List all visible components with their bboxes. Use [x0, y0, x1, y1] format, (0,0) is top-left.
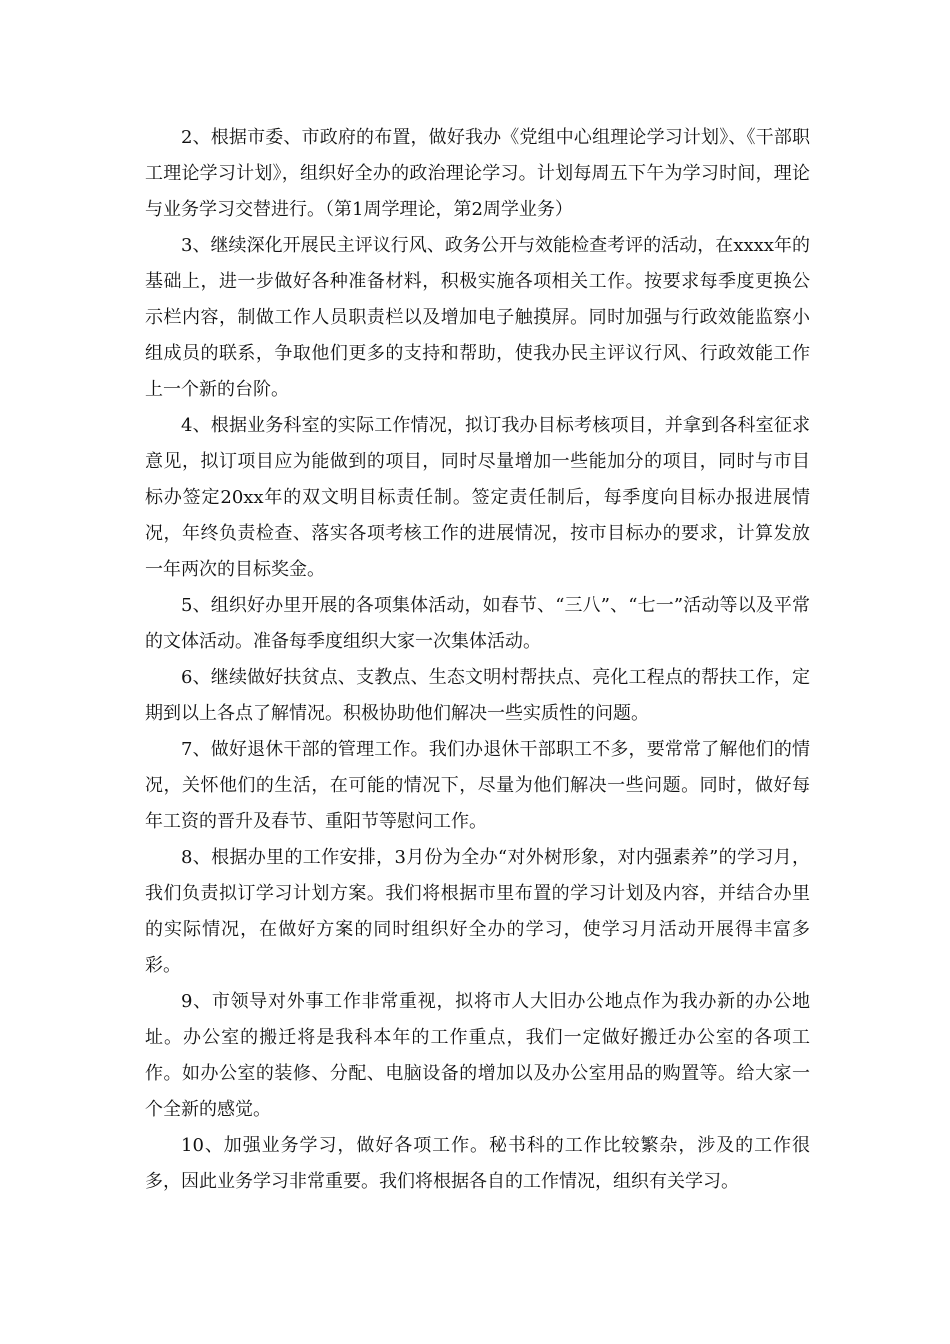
paragraph-item-6: 6、继续做好扶贫点、支教点、生态文明村帮扶点、亮化工程点的帮扶工作，定期到以上各点了解情况。积极协助他们解决一些实质性的问题。	[145, 667, 810, 724]
paragraph-item-7: 7、做好退休干部的管理工作。我们办退休干部职工不多，要常常了解他们的情况，关怀他们的生活，在可能的情况下，尽量为他们解决一些问题。同时，做好每年工资的晋升及春节、重阳节等慰问工作。	[145, 739, 810, 832]
paragraph-item-10: 10、加强业务学习，做好各项工作。秘书科的工作比较繁杂，涉及的工作很多，因此业务学习非常重要。我们将根据各自的工作情况，组织有关学习。	[145, 1135, 810, 1192]
paragraph-item-2: 2、根据市委、市政府的布置，做好我办《党组中心组理论学习计划》、《干部职工理论学习计划》，组织好全办的政治理论学习。计划每周五下午为学习时间，理论与业务学习交替进行。（第1周学理论，第2周学业务）	[145, 127, 810, 220]
document-body	[145, 120, 810, 1200]
paragraph-item-3: 3、继续深化开展民主评议行风、政务公开与效能检查考评的活动，在xxxx年的基础上，进一步做好各种准备材料，积极实施各项相关工作。按要求每季度更换公示栏内容，制做工作人员职责栏以及增加电子触摸屏。同时加强与行政效能监察小组成员的联系，争取他们更多的支持和帮助，使我办民主评议行风、行政效能工作上一个新的台阶。	[145, 235, 810, 400]
paragraph-item-5: 5、组织好办里开展的各项集体活动，如春节、“三八”、“七一”活动等以及平常的文体活动。准备每季度组织大家一次集体活动。	[145, 595, 810, 652]
paragraph-item-9: 9、市领导对外事工作非常重视，拟将市人大旧办公地点作为我办新的办公地址。办公室的搬迁将是我科本年的工作重点，我们一定做好搬迁办公室的各项工作。如办公室的装修、分配、电脑设备的增加以及办公室用品的购置等。给大家一个全新的感觉。	[145, 991, 810, 1120]
paragraph-item-8: 8、根据办里的工作安排，3月份为全办“对外树形象，对内强素养”的学习月，我们负责拟订学习计划方案。我们将根据市里布置的学习计划及内容，并结合办里的实际情况，在做好方案的同时组织好全办的学习，使学习月活动开展得丰富多彩。	[145, 847, 810, 976]
paragraph-item-4: 4、根据业务科室的实际工作情况，拟订我办目标考核项目，并拿到各科室征求意见，拟订项目应为能做到的项目，同时尽量增加一些能加分的项目，同时与市目标办签定20xx年的双文明目标责任制。签定责任制后，每季度向目标办报进展情况，年终负责检查、落实各项考核工作的进展情况，按市目标办的要求，计算发放一年两次的目标奖金。	[145, 415, 810, 580]
